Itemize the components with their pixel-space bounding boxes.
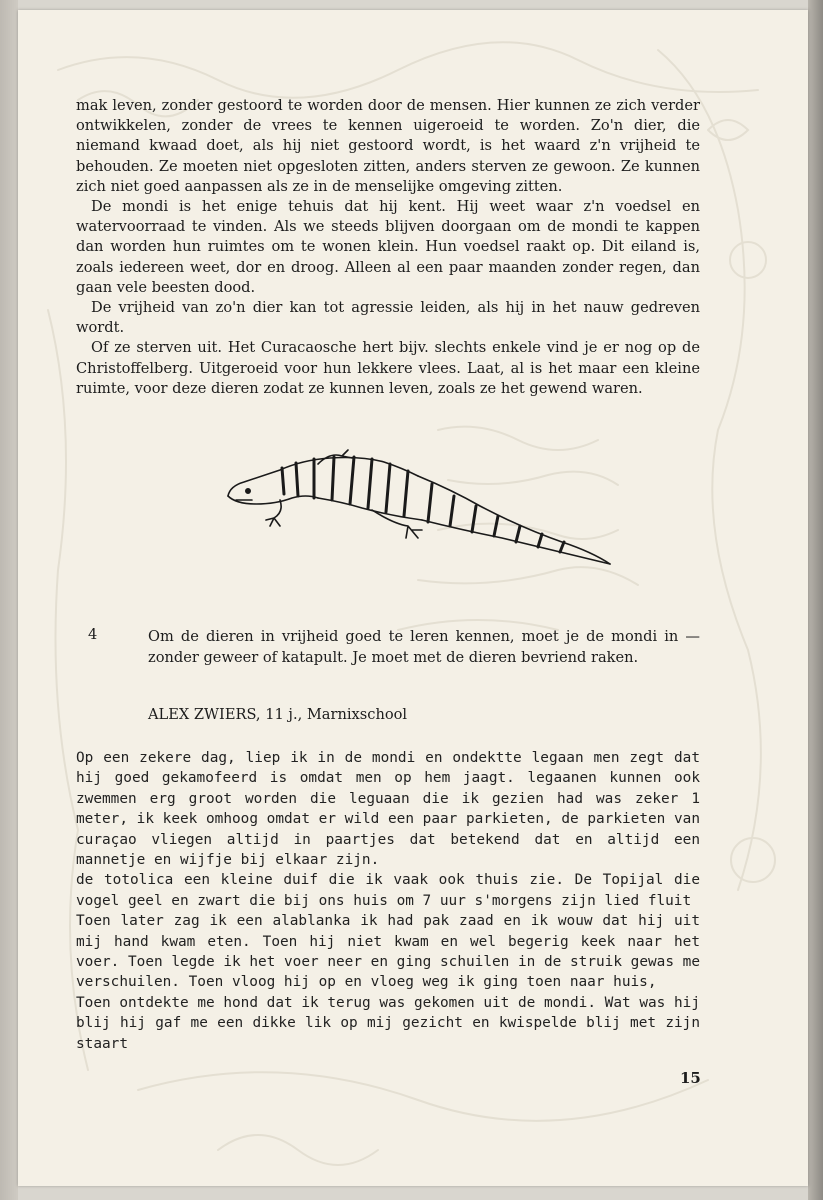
book-spine xyxy=(0,0,18,1200)
item-number: 4 xyxy=(88,626,98,643)
paragraph: Of ze sterven uit. Het Curacaosche hert bijv. slechts enkele vind je er nog op de Christoffelberg. Uitgeroeid voor hun lekkere vlees. Laat, al is het maar een kleine ruimte, voor deze dieren zodat ze kunnen leven, zoals ze het gewend waren. xyxy=(76,339,700,397)
page-edge xyxy=(808,0,823,1200)
essay-text xyxy=(76,96,700,399)
item-text: Om de dieren in vrijheid goed te leren kennen, moet je de mondi in — zonder geweer of katapult. Je moet met de dieren bevriend raken. xyxy=(148,628,700,666)
paragraph: De vrijheid van zo'n dier kan tot agressie leiden, als hij in het nauw gedreven wordt. xyxy=(76,299,700,337)
iguana-drawing xyxy=(222,446,622,566)
page-number: 15 xyxy=(680,1069,701,1087)
paragraph: Toen ontdekte me hond dat ik terug was gekomen uit de mondi. Wat was hij blij hij gaf me een dikke lik op mij gezicht en kwispelde blij met zijn staart xyxy=(76,994,700,1052)
paragraph: Op een zekere dag, liep ik in de mondi en ondektte legaan men zegt dat hij goed gekamofeerd is omdat men op hem jaagt. legaanen kunnen ook zwemmen erg groot worden die leguaan die ik gezien had was zeker 1 meter, ik keek omhoog omdat er wild een paar parkieten, de parkieten van curaçao vliegen altijd in paartjes dat betekend dat en altijd een mannetje en wijfje bij elkaar zijn. xyxy=(76,750,700,869)
paragraph: De mondi is het enige tehuis dat hij kent. Hij weet waar z'n voedsel en watervoorraad te vinden. Als we steeds blijven doorgaan om de mondi te kappen dan worden hun ruimtes om te wonen klein. Hun voedsel raakt op. Dit eiland is, zoals iedereen weet, dor en droog. Alleen al een paar maanden zonder regen, dan gaan vele beesten dood. xyxy=(76,198,700,296)
book-page xyxy=(18,10,808,1186)
paragraph: Toen later zag ik een alablanka ik had pak zaad en ik wouw dat hij uit mij hand kwam eten. Toen hij niet kwam en wel begerig keek naar het voer. Toen legde ik het voer neer en ging schuilen in de struik gewas me verschuilen. Toen vloog hij op en vloeg weg ik ging toen naar huis, xyxy=(76,913,700,991)
paragraph: mak leven, zonder gestoord te worden door de mensen. Hier kunnen ze zich verder ontwikkelen, zonder de vrees te kennen uigeroeid te worden. Zo'n dier, die niemand kwaad doet, als hij niet gestoord wordt, is het waard z'n vrijheid te behouden. Ze moeten niet opgesloten zitten, anders sterven ze gewoon. Ze kunnen zich niet goed aanpassen als ze in de menselijke omgeving zitten. xyxy=(76,97,700,195)
child-essay xyxy=(76,748,700,1054)
paragraph: de totolica een kleine duif die ik vaak ook thuis zie. De Topijal die vogel geel en zwart die bij ons huis om 7 uur s'morgens zijn lied fluit xyxy=(76,872,700,909)
author-line: ALEX ZWIERS, 11 j., Marnixschool xyxy=(148,706,408,723)
